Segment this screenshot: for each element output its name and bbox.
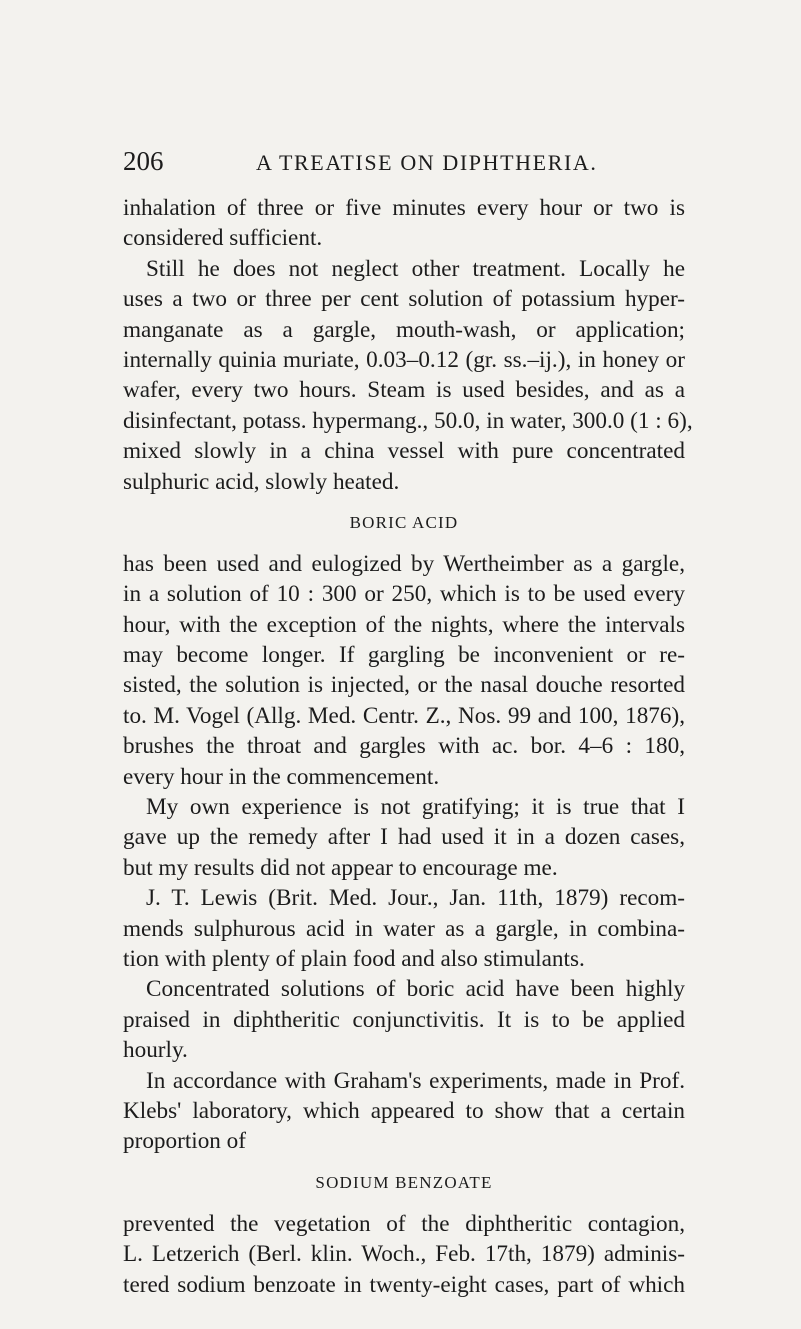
text-line: proportion of <box>123 1128 247 1155</box>
text-line: My own experience is not gratifying; it is true that I <box>146 794 685 821</box>
paragraph <box>123 974 685 1065</box>
text-line: hourly. <box>123 1037 188 1064</box>
paragraph <box>123 883 685 974</box>
paragraph <box>123 1066 685 1157</box>
text-line: considered sufficient. <box>123 225 323 252</box>
text-line: internally quinia muriate, 0.03–0.12 (gr. ss.–ij.), in honey or <box>123 346 685 373</box>
text-line: gave up the remedy after I had used it in a dozen cases, <box>123 824 685 851</box>
text-line: In accordance with Graham's experiments, made in Prof. <box>146 1067 685 1094</box>
text-line: Concentrated solutions of boric acid have been highly <box>146 976 685 1003</box>
text-line: may become longer. If gargling be inconvenient or re- <box>123 642 685 669</box>
text-line: brushes the throat and gargles with ac. bor. 4–6 : 180, <box>123 733 685 760</box>
text-line: to. M. Vogel (Allg. Med. Centr. Z., Nos. 99 and 100, 1876), <box>123 702 685 729</box>
text-line: manganate as a gargle, mouth-wash, or application; <box>123 316 685 343</box>
text-line: wafer, every two hours. Steam is used besides, and as a <box>123 377 685 404</box>
text-line: has been used and eulogized by Wertheimber as a gargle, <box>123 550 685 577</box>
paragraph <box>123 193 685 254</box>
text-line: prevented the vegetation of the diphtheritic contagion, <box>123 1210 685 1237</box>
text-line: disinfectant, potass. hypermang., 50.0, in water, 300.0 (1 : 6), <box>123 407 693 434</box>
section-heading: BORIC ACID <box>349 512 459 532</box>
text-line: tered sodium benzoate in twenty-eight cases, part of which <box>123 1271 685 1298</box>
text-line: mixed slowly in a china vessel with pure concentrated <box>123 438 685 465</box>
text-line: tion with plenty of plain food and also stimulants. <box>123 945 585 972</box>
page-number: 206 <box>123 146 164 176</box>
text-line: J. T. Lewis (Brit. Med. Jour., Jan. 11th, 1879) recom- <box>146 885 685 912</box>
text-line: every hour in the commencement. <box>123 763 440 790</box>
paragraph <box>123 1209 685 1300</box>
text-line: uses a two or three per cent solution of potassium hyper- <box>123 286 685 313</box>
text-line: hour, with the exception of the nights, where the intervals <box>123 611 685 638</box>
text-line: L. Letzerich (Berl. klin. Woch., Feb. 17th, 1879) adminis- <box>123 1241 685 1268</box>
section-heading: SODIUM BENZOATE <box>315 1172 493 1192</box>
text-line: Klebs' laboratory, which appeared to show that a certain <box>123 1097 685 1124</box>
running-head: A TREATISE ON DIPHTHERIA. <box>256 150 598 175</box>
paragraph <box>123 792 685 883</box>
text-line: but my results did not appear to encourage me. <box>123 854 558 881</box>
paragraph <box>123 549 685 792</box>
paragraph <box>123 254 693 497</box>
text-line: sisted, the solution is injected, or the nasal douche resorted <box>123 672 685 699</box>
text-line: mends sulphurous acid in water as a gargle, in combina- <box>123 915 685 942</box>
page-header <box>123 143 683 179</box>
text-line: sulphuric acid, slowly heated. <box>123 468 400 495</box>
body-text <box>123 193 693 1300</box>
text-line: inhalation of three or five minutes every hour or two is <box>123 195 685 221</box>
text-line: in a solution of 10 : 300 or 250, which is to be used every <box>123 581 685 608</box>
text-line: Still he does not neglect other treatment. Locally he <box>146 255 685 282</box>
text-line: praised in diphtheritic conjunctivitis. It is to be applied <box>123 1006 685 1033</box>
